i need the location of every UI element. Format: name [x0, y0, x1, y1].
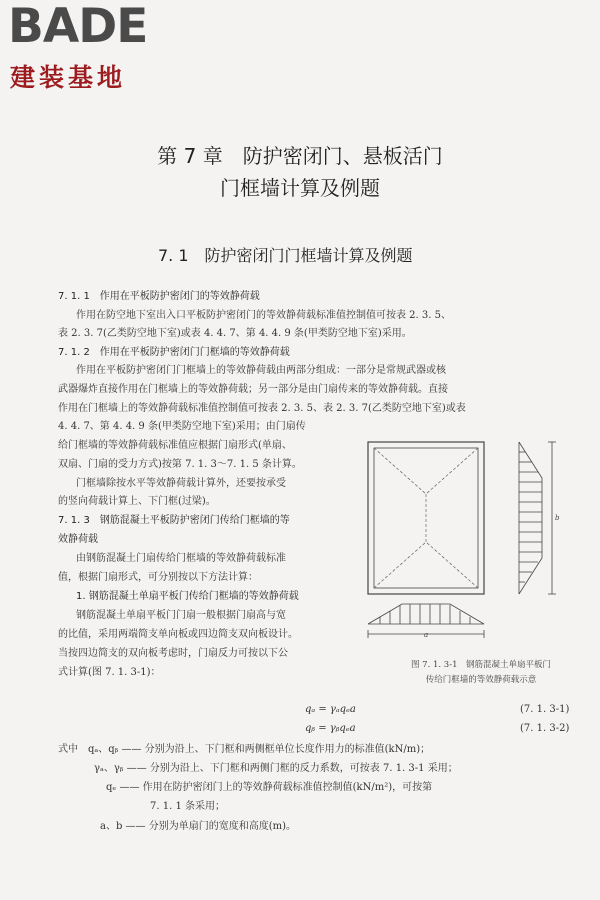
- formula-7-1-3-2: qᵦ = γᵦqₑa: [305, 723, 356, 734]
- dim-label-b: b: [555, 514, 560, 522]
- p712-line5: 给门框墙的等效静荷载标准值应根据门扇形式(单扇、: [58, 440, 292, 451]
- dim-label-a: a: [424, 631, 429, 638]
- figure-caption-line2: 传给门框墙的等效静荷载示意: [425, 675, 537, 685]
- definition-2: γₐ、γᵦ —— 分别为沿上、下门框和两侧门框的反力系数，可按表 7. 1. 3-1 采用；: [94, 763, 458, 774]
- p712-line4: 4. 4. 7、第 4. 4. 9 条(甲类防空地下室)采用；由门扇传: [58, 421, 306, 432]
- logo-wordmark: BADE: [8, 0, 148, 54]
- p711-line2: 表 2. 3. 7(乙类防空地下室)或表 4. 4. 7、第 4. 4. 9 条(甲类防空地下室)采用。: [58, 328, 412, 339]
- p711-line1: 作用在防空地下室出入口平板防护密闭门的等效静荷载标准值控制值可按表 2. 3. 5、: [76, 310, 451, 321]
- formula-label-7-1-3-2: (7. 1. 3-2): [520, 723, 570, 734]
- p712-line6: 双扇、门扇的受力方式)按第 7. 1. 3～7. 1. 5 条计算。: [58, 459, 302, 470]
- p713-line1: 由钢筋混凝土门扇传给门框墙的等效静荷载标准: [76, 553, 286, 564]
- formula-7-1-3-1: qₐ = γₐqₑa: [305, 704, 356, 715]
- figure-caption-line1: 图 7. 1. 3-1 钢筋混凝土单扇平板门: [410, 660, 551, 670]
- definition-1: 式中 qₐ、qᵦ —— 分别为沿上、下门框和两侧框单位长度作用力的标准值(kN/m)；: [58, 744, 431, 755]
- section-title: 7. 1 防护密闭门门框墙计算及例题: [158, 246, 413, 265]
- door-frame-outer: [368, 442, 484, 594]
- heading-7-1-2: 7. 1. 2 作用在平板防护密闭门门框墙的等效静荷载: [58, 347, 290, 358]
- p-sub1-line4: 式计算(图 7. 1. 3-1)：: [58, 667, 161, 678]
- p712-line8: 的竖向荷载计算上、下门框(过梁)。: [58, 496, 216, 507]
- logo: [8, 2, 178, 92]
- door-frame-inner: [374, 448, 478, 588]
- p712-line7: 门框墙除按水平等效静荷载计算外，还要按承受: [76, 478, 286, 489]
- yield-lines: [374, 448, 478, 588]
- p712-line1: 作用在平板防护密闭门门框墙上的等效静荷载由两部分组成：一部分是常规武器或核: [76, 365, 446, 376]
- figure-caption: [370, 658, 592, 688]
- p-sub1-line2: 的比值，采用两端简支单向板或四边简支双向板设计。: [58, 629, 298, 640]
- p-sub1-line3: 当按四边简支的双向板考虑时，门扇反力可按以下公: [58, 648, 288, 659]
- side-load-diagram: [519, 442, 556, 594]
- p-sub1-line1: 钢筋混凝土单扇平板门门扇一般根据门扇高与宽: [76, 610, 286, 621]
- formula-label-7-1-3-1: (7. 1. 3-1): [520, 704, 570, 715]
- chapter-title-line2: 门框墙计算及例题: [220, 176, 380, 200]
- heading-7-1-3-line2: 效静荷载: [58, 534, 98, 545]
- heading-7-1-3-line1: 7. 1. 3 钢筋混凝土平板防护密闭门传给门框墙的等: [58, 515, 290, 526]
- p712-line2: 武器爆炸直接作用在门框墙上的等效静荷载；另一部分是由门扇传来的等效静荷载。直接: [58, 384, 448, 395]
- p713-line2: 值，根据门扇形式，可分别按以下方法计算：: [58, 572, 258, 583]
- figure-7-1-3-1: [362, 438, 562, 638]
- definition-3: qₑ —— 作用在防护密闭门上的等效静荷载标准值控制值(kN/m²)，可按第: [106, 782, 433, 793]
- subheading-1: 1. 钢筋混凝土单扇平板门传给门框墙的等效静荷载: [76, 591, 299, 602]
- logo-subtitle: 建装基地: [10, 63, 127, 92]
- chapter-title: [0, 140, 600, 204]
- heading-7-1-1: 7. 1. 1 作用在平板防护密闭门的等效静荷载: [58, 291, 260, 302]
- chapter-title-line1: 第 7 章 防护密闭门、悬板活门: [157, 144, 443, 168]
- definition-4: a、b —— 分别为单扇门的宽度和高度(m)。: [100, 821, 297, 832]
- p712-line3: 作用在门框墙上的等效静荷载标准值控制值可按表 2. 3. 5、表 2. 3. 7(乙类防空地下室)或表: [58, 403, 466, 414]
- definition-3-cont: 7. 1. 1 条采用；: [150, 801, 225, 812]
